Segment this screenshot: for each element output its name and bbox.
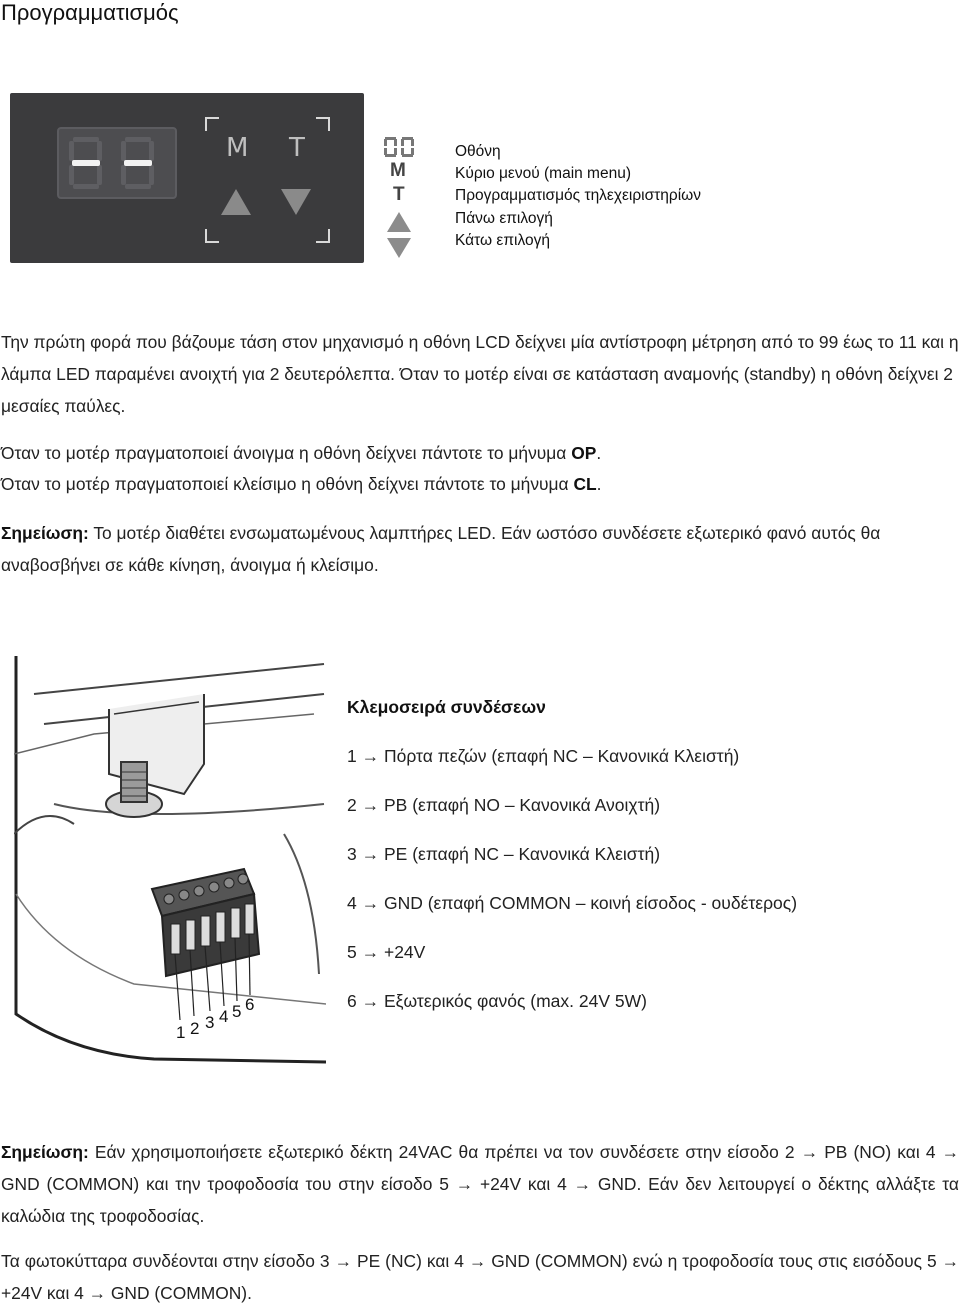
arrow-icon: → xyxy=(361,991,380,1011)
up-arrow-icon xyxy=(387,212,411,232)
cl-code: CL xyxy=(573,474,597,494)
legend-line: Κάτω επιλογή xyxy=(455,231,550,249)
up-arrow-icon xyxy=(221,189,251,215)
arrow-icon: → xyxy=(361,795,380,815)
arrow-icon: → xyxy=(361,746,380,766)
terminal-number: 3 xyxy=(205,1013,215,1032)
legend-line: Κύριο μενού (main menu) xyxy=(455,165,631,183)
seven-segment-digits xyxy=(59,129,175,197)
legend-line: Οθόνη xyxy=(455,143,501,160)
display-icon xyxy=(383,136,417,158)
terminal-number: 5 xyxy=(232,1002,242,1021)
op-code: OP xyxy=(571,443,597,463)
arrow-icon: → xyxy=(361,893,380,913)
terminal-block-photo xyxy=(14,654,326,1064)
terminal-number: 4 xyxy=(219,1007,229,1026)
control-panel xyxy=(10,93,364,263)
down-arrow-icon xyxy=(387,238,411,258)
receiver-note: Σημείωση: Εάν χρησιμοποιήσετε εξωτερικό δέκτη 24VAC θα πρέπει να τον συνδέσετε στην είσοδο 2 → PB (NO) και 4 → GND (COMMON) και την τροφοδοσία του στην είσοδο 5 → +24V και 4 → GND. Εάν δεν λειτουργεί ο δέκτης αλλάξτε τα καλώδια της τροφοδοσίας. xyxy=(1,1142,959,1226)
wiring-item: 4 → GND (επαφή COMMON – κοινή είσοδος - ουδέτερος) xyxy=(347,893,798,913)
down-arrow-icon xyxy=(281,189,311,215)
legend-line: Προγραμματισμός τηλεχειριστηρίων xyxy=(455,187,702,205)
lcd-display xyxy=(57,127,177,199)
note-label: Σημείωση: xyxy=(1,1142,89,1162)
wiring-item: 3 → PE (επαφή NC – Κανονικά Κλειστή) xyxy=(347,844,661,864)
wiring-item: 1 → Πόρτα πεζών (επαφή NC – Κανονικά Κλειστή) xyxy=(347,746,740,766)
arrow-icon: → xyxy=(361,844,380,864)
terminal-number: 2 xyxy=(190,1019,200,1038)
key-t-label: T xyxy=(289,133,305,163)
terminal-number: 6 xyxy=(245,995,255,1014)
terminal-number: 1 xyxy=(176,1023,186,1042)
intro-paragraph: Την πρώτη φορά που βάζουμε τάση στον μηχανισμό η οθόνη LCD δείχνει μία αντίστροφη μέτρηση από το 99 έως το 11 και η λάμπα LED παραμένει ανοιχτή για 2 δευτερόλεπτα. Όταν το μοτέρ είναι σε κατάσταση αναμονής (standby) η οθόνη δείχνει 2 μεσαίες παύλες. xyxy=(1,332,959,416)
page-title: Προγραμματισμός xyxy=(1,0,179,25)
legend-line: Πάνω επιλογή xyxy=(455,209,553,227)
photocell-paragraph: Τα φωτοκύτταρα συνδέονται στην είσοδο 3 → PE (NC) και 4 → GND (COMMON) ενώ η τροφοδοσία τους στις εισόδους 5 → +24V και 4 → GND (COMMON). xyxy=(1,1251,959,1303)
wiring-item: 2 → PB (επαφή NO – Κανονικά Ανοιχτή) xyxy=(347,795,661,815)
wiring-item: 5 → +24V xyxy=(347,942,426,962)
arrow-icon: → xyxy=(361,942,380,962)
button-zone xyxy=(205,117,330,243)
led-note: Σημείωση: Το μοτέρ διαθέτει ενσωματωμένους λαμπτήρες LED. Εάν ωστόσο συνδέσετε εξωτερικό φανό αυτός θα αναβοσβήνει σε κάθε κίνηση, άνοιγμα ή κλείσιμο. xyxy=(1,523,881,575)
open-message-paragraph: Όταν το μοτέρ πραγματοποιεί άνοιγμα η οθόνη δείχνει πάντοτε το μήνυμα OP. xyxy=(1,443,602,463)
key-m-label: M xyxy=(226,133,249,163)
panel-legend xyxy=(455,141,701,252)
wiring-title: Κλεμοσειρά συνδέσεων xyxy=(347,697,546,717)
remote-key-icon: T xyxy=(393,184,405,205)
note-label: Σημείωση: xyxy=(1,523,89,543)
menu-key-icon: M xyxy=(390,160,406,181)
wiring-item: 6 → Εξωτερικός φανός (max. 24V 5W) xyxy=(347,991,647,1011)
close-message-paragraph: Όταν το μοτέρ πραγματοποιεί κλείσιμο η οθόνη δείχνει πάντοτε το μήνυμα CL. xyxy=(1,474,602,494)
legend-icons xyxy=(381,136,421,266)
